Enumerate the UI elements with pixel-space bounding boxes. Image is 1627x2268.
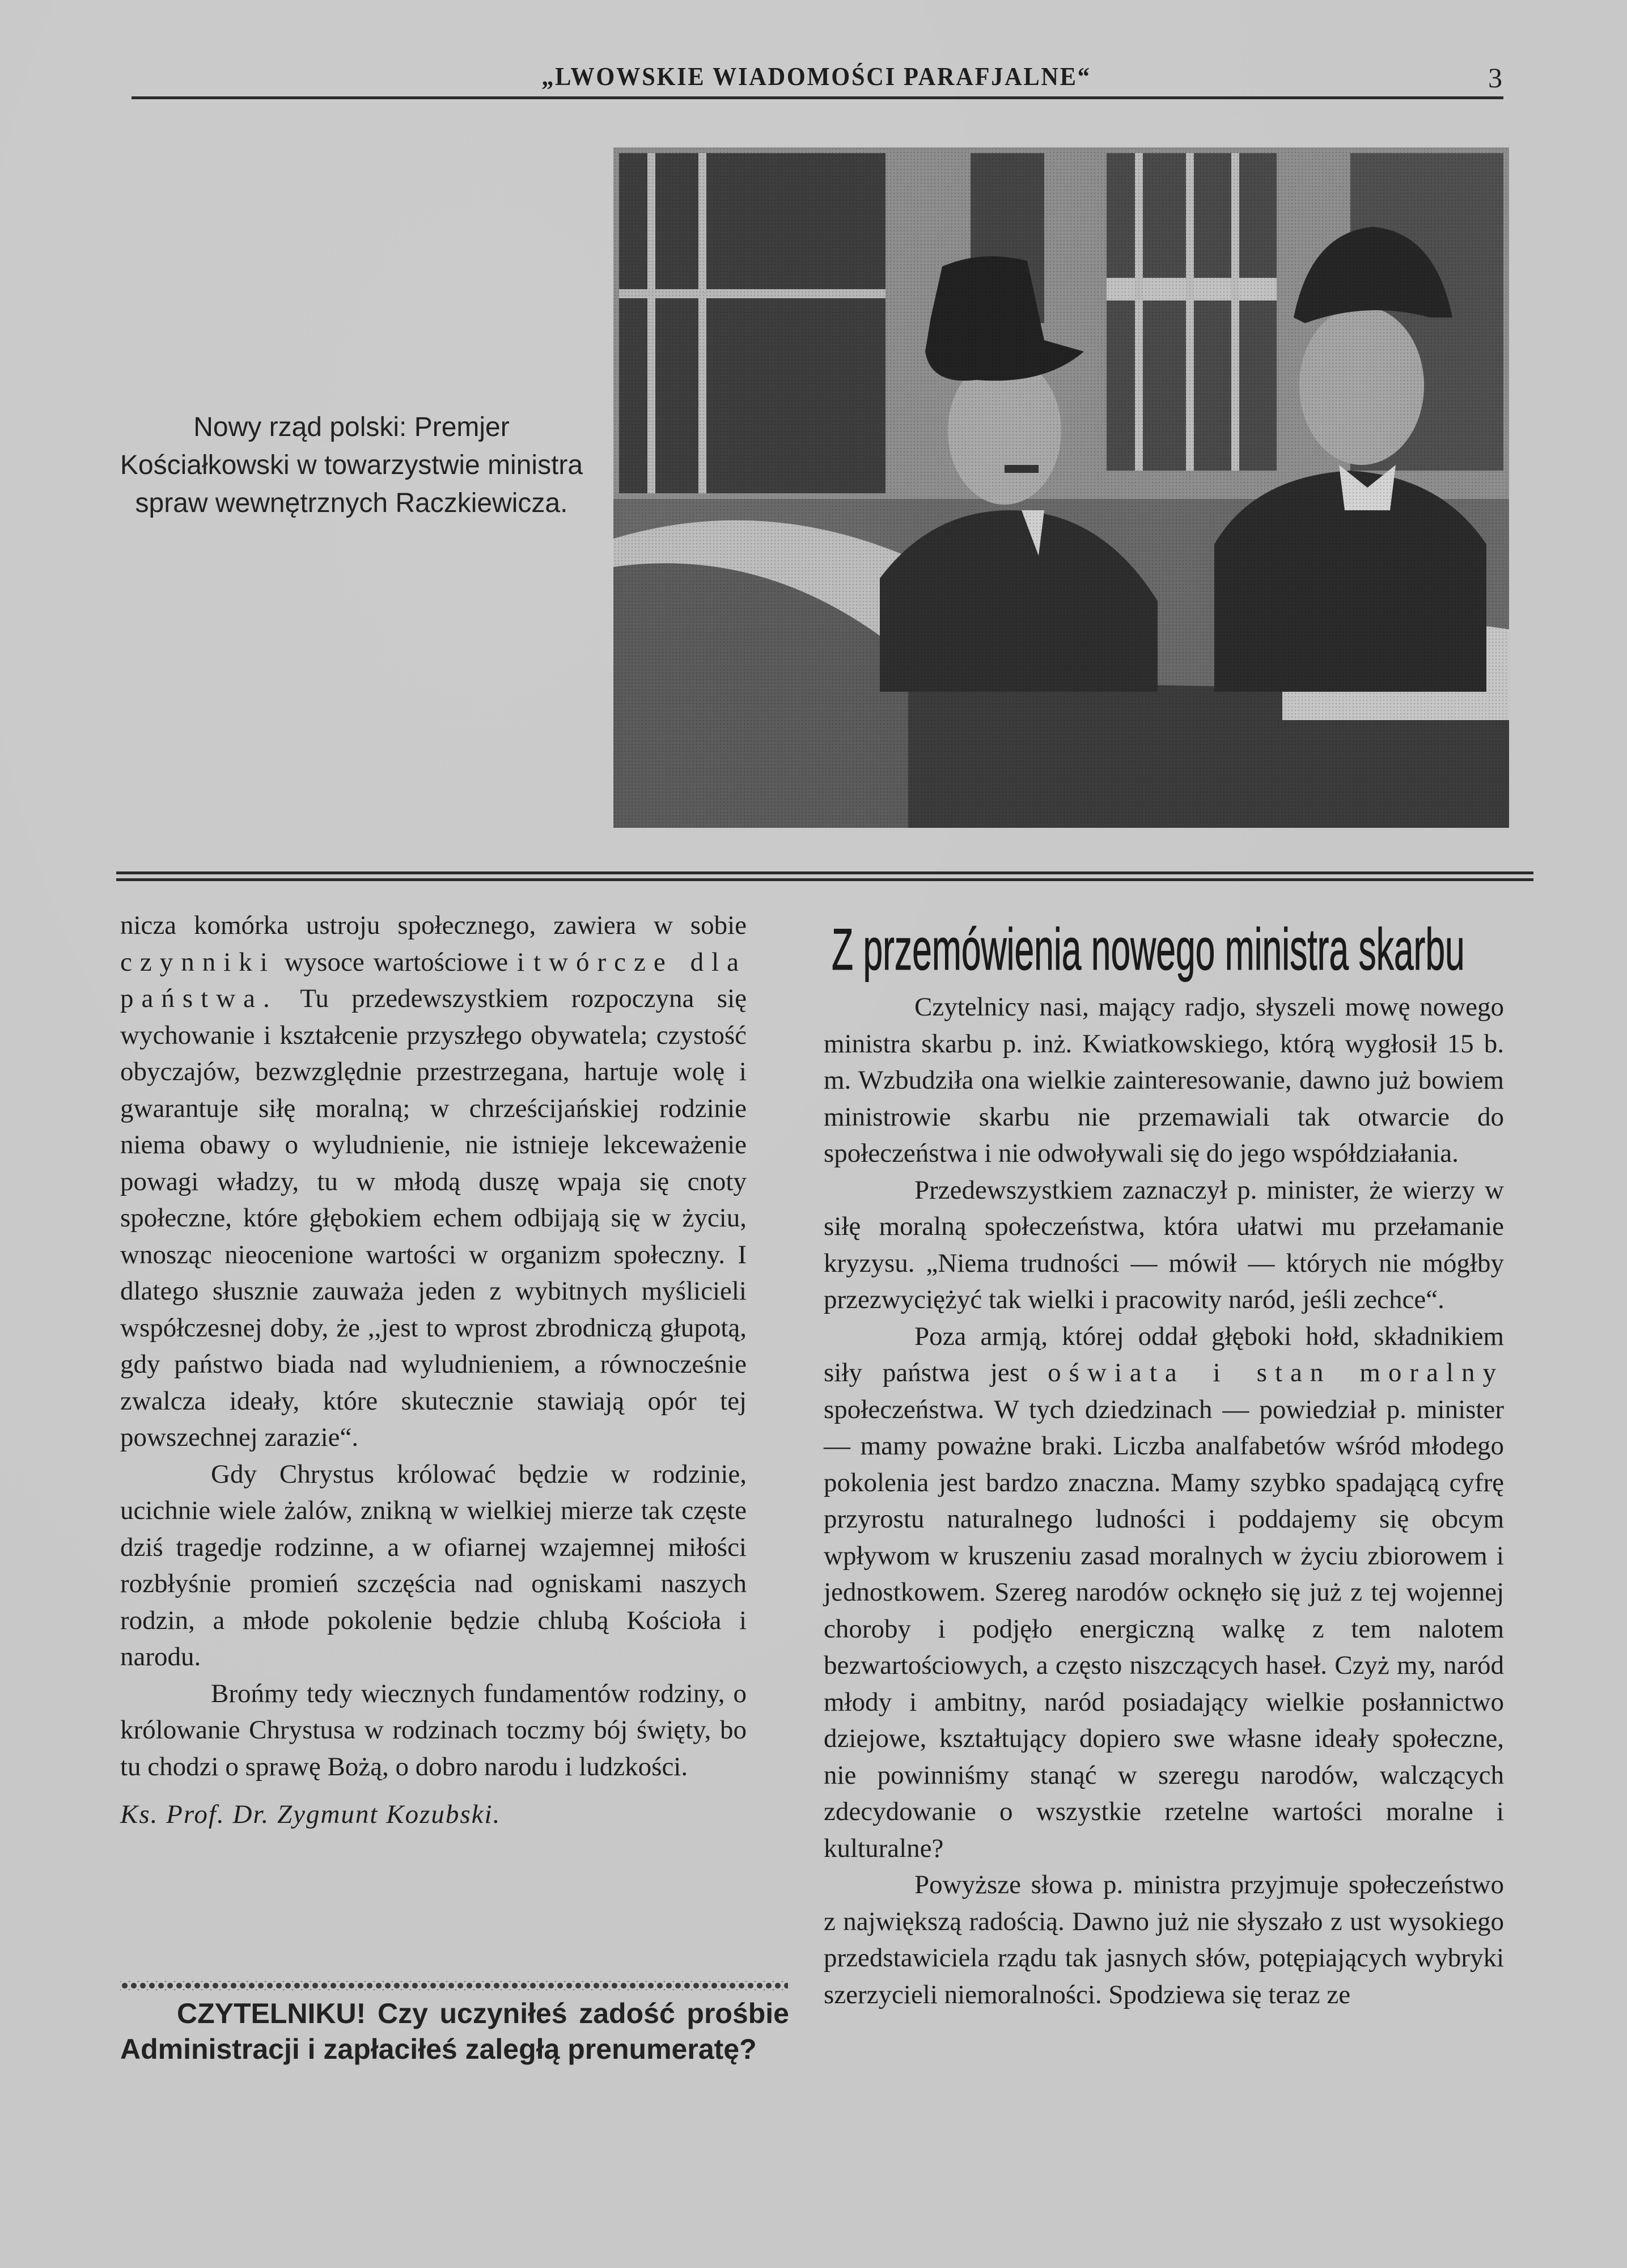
- publication-title: „LWOWSKIE WIADOMOŚCI PARAFJALNE“: [541, 62, 1091, 91]
- article-title: Z przemówienia nowego ministra skarbu: [832, 917, 1465, 983]
- paragraph: Poza armją, której oddał głęboki hołd, składnikiem siły państwa jest oświata i stan moralny społeczeństwa. W tych dziedzinach — powiedział p. minister — mamy poważne braki. Liczba analfabetów wśród młodego pokolenia jest bardzo znaczna. Mamy szybko spadającą cyfrę przyrostu naturalnego ludności i poddajemy się obcym wpływom w kruszeniu zasad moralnych w życiu zbiorowem i jednostkowem. Szereg narodów ocknęło się już z tej wojennej choroby i podjęło energiczną walkę z tem nalotem bezwartościowych, a często niszczących haseł. Czyż my, naród młody i ambitny, naród posiadający wielkie posłannictwo dziejowe, kształtujący dopiero swe własne ideały społeczne, nie powinniśmy stanąć w szeregu narodów, walczących zdecydowanie o wszystkie rzetelne wartości moralne i kulturalne?: [824, 1321, 1504, 1863]
- running-header: [130, 61, 1502, 101]
- header-rule: [132, 96, 1503, 99]
- news-photo: [613, 147, 1509, 828]
- ornamental-divider: [120, 1981, 788, 1990]
- photo-caption: Nowy rząd polski: Premjer Kościałkowski w towarzystwie ministra spraw wewnętrznych Raczkiewicza.: [120, 412, 583, 518]
- photo-image: [613, 147, 1509, 828]
- left-column-article: [120, 907, 747, 1833]
- paragraph: Powyższe słowa p. ministra przyjmuje społeczeństwo z największą radością. Dawno już nie słyszało z ust wysokiego przedstawiciela rządu tak jasnych słów, potępiających wybryki szerzycieli niemoralności. Spodziewa się teraz ze: [824, 1870, 1504, 2009]
- paragraph: Czytelnicy nasi, mający radjo, słyszeli mowę nowego ministra skarbu p. inż. Kwiatkowskiego, którą wygłosił 15 b. m. Wzbudziła ona wielkie zainteresowanie, dawno już bowiem ministrowie skarbu nie przemawiali tak otwarcie do społeczeństwa i nie odwoływali się do jego współdziałania.: [824, 992, 1504, 1168]
- notice-lead: CZYTELNIKU!: [177, 1998, 366, 2029]
- right-column-article: [824, 907, 1504, 2013]
- author-signature: Ks. Prof. Dr. Zygmunt Kozubski.: [120, 1800, 501, 1829]
- paragraph: Gdy Chrystus królować będzie w rodzinie, ucichnie wiele żalów, znikną w wielkiej mierze tak częste dziś tragedje rodzinne, a w ofiarnej wzajemnej miłości rozbłyśnie promień szczęścia nad ogniskami naszych rodzin, a młode pokolenie będzie chlubą Kościoła i narodu.: [120, 1459, 747, 1672]
- paragraph: nicza komórka ustroju społecznego, zawiera w sobie czynniki wysoce wartościowe i twórcze dla państwa. Tu przedewszystkiem rozpoczyna się wychowanie i kształcenie przyszłego obywatela; czystość obyczajów, bezwzględnie przestrzegana, hartuje wolę i gwarantuje siłę moralną; w chrześcijańskiej rodzinie niema obawy o wyludnienie, nie istnieje lekceważenie powagi władzy, tu w młodą duszę wpaja się cnoty społeczne, które głębokiem echem odbijają się w życiu, wnosząc nieocenione wartości w organizm społeczny. I dlatego słusznie zauważa jeden z wybitnych myślicieli współczesnej doby, że ,,jest to wprost zbrodniczą głupotą, gdy państwo biada nad wyludnieniem, a równocześnie zwalcza ideały, które skutecznie stawiają opór tej powszechnej zarazie“.: [120, 911, 747, 1452]
- paragraph: Brońmy tedy wiecznych fundamentów rodziny, o królowanie Chrystusa w rodzinach toczmy bój święty, bo tu chodzi o sprawę Bożą, o dobro narodu i ludzkości.: [120, 1678, 747, 1782]
- section-divider: [116, 870, 1533, 883]
- notice-text: Czy uczyniłeś zadość prośbie Administracji i zapłaciłeś zaległą prenumeratę?: [120, 1998, 789, 2065]
- paragraph: Przedewszystkiem zaznaczył p. minister, że wierzy w siłę moralną społeczeństwa, która ułatwi mu przełamanie kryzysu. „Niema trudności — mówił — których nie mógłby przezwyciężyć tak wielki i pracowity naród, jeśli zechce“.: [824, 1175, 1504, 1314]
- subscription-notice: [120, 1996, 789, 2067]
- page-number: 3: [1488, 62, 1502, 94]
